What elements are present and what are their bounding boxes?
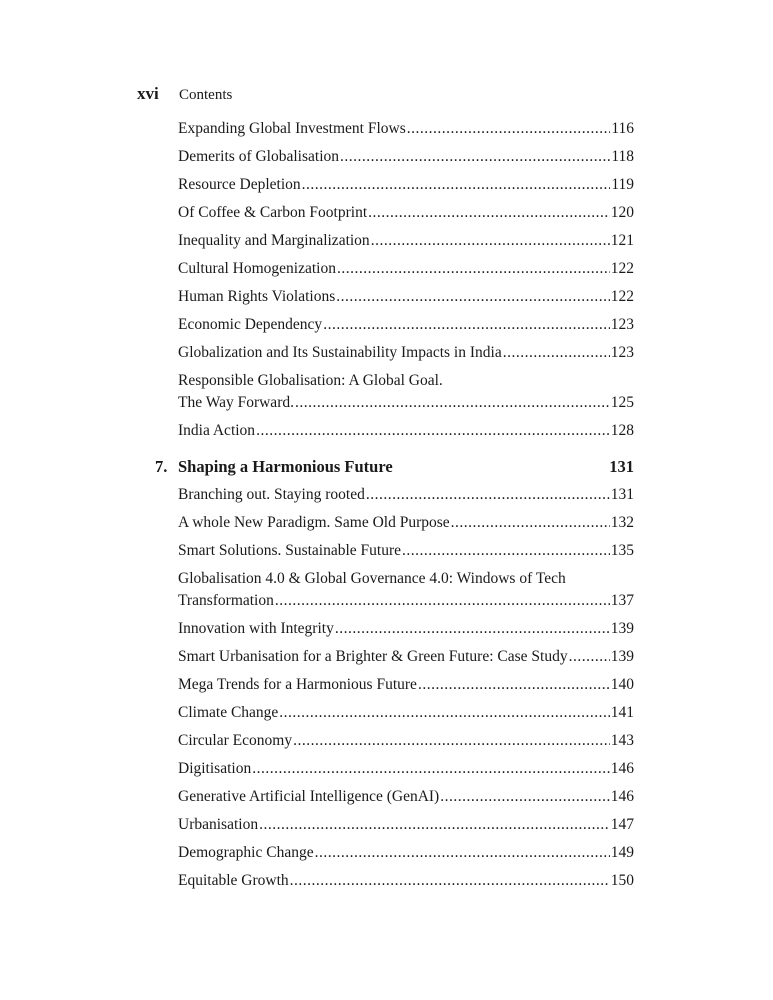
toc-entry-title: Circular Economy — [178, 732, 293, 749]
toc-entry-title: Digitisation — [178, 760, 252, 777]
toc-entry-page: 143 — [610, 732, 634, 749]
dot-leader — [275, 590, 610, 612]
toc-entry-title: Demerits of Globalisation — [178, 148, 339, 165]
toc-entry-title: Inequality and Marginalization — [178, 232, 370, 249]
toc-entry[interactable] — [178, 484, 634, 506]
toc-entry-title: Equitable Growth — [178, 872, 289, 889]
toc-entry-title: Human Rights Violations — [178, 288, 336, 305]
toc-entry-page: 122 — [610, 288, 634, 305]
toc-entry[interactable] — [178, 786, 634, 808]
toc-entry-page: 139 — [610, 648, 634, 665]
toc-entry-page: 150 — [610, 872, 634, 889]
running-head: Contents — [179, 87, 233, 103]
chapter-heading[interactable] — [155, 456, 634, 478]
dot-leader — [295, 392, 610, 414]
toc-entry[interactable] — [178, 202, 634, 224]
dot-leader — [293, 730, 610, 752]
dot-leader — [440, 786, 610, 808]
toc-entry-page: 118 — [611, 148, 634, 165]
toc-entry-title-line1: Globalisation 4.0 & Global Governance 4.0: Windows of Tech — [178, 570, 566, 587]
toc-entry[interactable] — [178, 842, 634, 864]
toc-entry[interactable] — [178, 342, 634, 364]
dot-leader — [451, 512, 610, 534]
dot-leader — [569, 646, 610, 668]
toc-entry-page: 137 — [610, 592, 634, 609]
toc-entry-page: 123 — [610, 344, 634, 361]
toc-entry-title: Generative Artificial Intelligence (GenAI) — [178, 788, 440, 805]
toc-entry[interactable] — [178, 420, 634, 442]
toc-entry[interactable] — [178, 146, 634, 168]
dot-leader — [503, 342, 610, 364]
page-header — [137, 84, 232, 104]
dot-leader — [340, 146, 610, 168]
toc-entry-title: Smart Urbanisation for a Brighter & Green Future: Case Study — [178, 648, 568, 665]
toc-entry[interactable] — [178, 286, 634, 308]
toc-entry-page: 139 — [610, 620, 634, 637]
toc-entry-page: 123 — [610, 316, 634, 333]
dot-leader — [279, 702, 609, 724]
toc-entry[interactable] — [178, 702, 634, 724]
dot-leader — [402, 540, 610, 562]
dot-leader — [256, 420, 610, 442]
toc-entry-page: 120 — [610, 204, 634, 221]
dot-leader — [302, 174, 611, 196]
toc-entry-title-line1: Responsible Globalisation: A Global Goal. — [178, 372, 443, 389]
dot-leader — [252, 758, 610, 780]
toc-entry[interactable] — [178, 758, 634, 780]
toc-entry-title: Mega Trends for a Harmonious Future — [178, 676, 417, 693]
dot-leader — [323, 314, 610, 336]
chapter-title: Shaping a Harmonious Future — [178, 457, 393, 476]
toc-entry-title: Resource Depletion — [178, 176, 301, 193]
toc-entry[interactable] — [178, 618, 634, 640]
toc-entry-title: Globalization and Its Sustainability Impacts in India — [178, 344, 502, 361]
toc-entry-page: 135 — [610, 542, 634, 559]
toc-entry[interactable] — [178, 730, 634, 752]
toc-entry-title: India Action — [178, 422, 256, 439]
chapter-number: 7. — [155, 457, 168, 476]
toc-entry-page: 132 — [610, 514, 634, 531]
dot-leader — [315, 842, 610, 864]
toc-entry[interactable] — [178, 118, 634, 140]
dot-leader — [259, 814, 610, 836]
toc-entry[interactable] — [178, 814, 634, 836]
toc-entry-title: Economic Dependency — [178, 316, 323, 333]
toc-entry[interactable] — [178, 314, 634, 336]
toc-entry-page: 119 — [611, 176, 634, 193]
toc-entry-page: 140 — [610, 676, 634, 693]
toc-entry-page: 122 — [610, 260, 634, 277]
toc-entry-title: Smart Solutions. Sustainable Future — [178, 542, 402, 559]
toc-entry[interactable] — [178, 512, 634, 534]
toc-entry-page: 149 — [610, 844, 634, 861]
toc-entry-page: 146 — [610, 760, 634, 777]
toc-entry-title: Branching out. Staying rooted — [178, 486, 365, 503]
toc-entry[interactable] — [178, 568, 634, 612]
toc-entry-page: 147 — [610, 816, 634, 833]
toc-entry-page: 141 — [610, 704, 634, 721]
toc-entry-title: Climate Change — [178, 704, 279, 721]
page-number: xvi — [137, 84, 159, 103]
dot-leader — [407, 118, 611, 140]
dot-leader — [366, 484, 610, 506]
toc-entry[interactable] — [178, 370, 634, 414]
dot-leader — [371, 230, 610, 252]
toc-entry-title: Demographic Change — [178, 844, 314, 861]
toc-entry-page: 125 — [610, 394, 634, 411]
chapter-page: 131 — [609, 457, 634, 476]
toc-entry-title: Expanding Global Investment Flows — [178, 120, 406, 137]
toc-entry-title: Urbanisation — [178, 816, 259, 833]
toc-entry[interactable] — [178, 870, 634, 892]
toc-entry-page: 146 — [610, 788, 634, 805]
dot-leader — [335, 618, 610, 640]
toc-entry-title-line2: The Way Forward. — [178, 394, 294, 411]
toc-entry[interactable] — [178, 674, 634, 696]
toc-entry[interactable] — [178, 258, 634, 280]
toc-entry[interactable] — [178, 174, 634, 196]
toc-entry[interactable] — [178, 540, 634, 562]
toc-entry-title: Cultural Homogenization — [178, 260, 336, 277]
dot-leader — [290, 870, 610, 892]
toc-entry-title-line2: Transformation — [178, 592, 274, 609]
toc-entry-page: 128 — [610, 422, 634, 439]
dot-leader — [337, 258, 610, 280]
toc-entry[interactable] — [178, 230, 634, 252]
toc-entry-title: Of Coffee & Carbon Footprint — [178, 204, 368, 221]
toc-entry-title: A whole New Paradigm. Same Old Purpose — [178, 514, 450, 531]
dot-leader — [418, 674, 610, 696]
toc-entry[interactable] — [178, 646, 634, 668]
toc-entry-title: Innovation with Integrity — [178, 620, 334, 637]
toc-entry-page: 121 — [610, 232, 634, 249]
dot-leader — [336, 286, 610, 308]
toc-entry-page: 131 — [610, 486, 634, 503]
dot-leader — [368, 202, 610, 224]
toc-entry-page: 116 — [611, 120, 634, 137]
